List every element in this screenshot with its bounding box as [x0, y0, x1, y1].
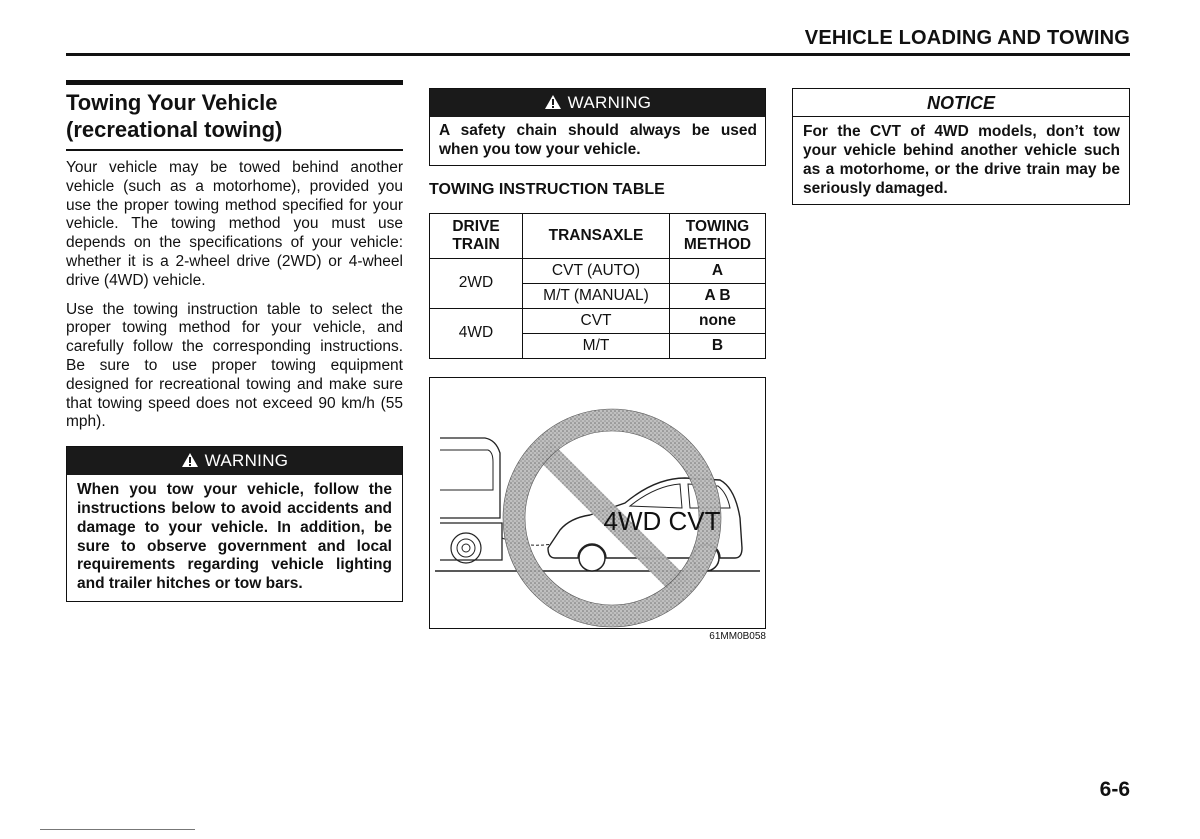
page-number: 6-6 [1099, 778, 1130, 801]
right-column [792, 88, 1130, 205]
towing-instruction-table [429, 213, 766, 359]
transaxle-cell: CVT [523, 308, 670, 333]
warning-header-middle [430, 89, 765, 117]
header-divider [66, 53, 1130, 56]
towing-illustration [429, 377, 766, 629]
bottom-rule [40, 829, 195, 830]
table-row [430, 258, 766, 283]
section-top-rule [66, 80, 403, 85]
drive-cell: 4WD [430, 308, 523, 358]
warning-title-middle: WARNING [567, 93, 652, 112]
method-cell: A [670, 258, 766, 283]
warning-header-left [67, 447, 402, 475]
warning-box-middle [429, 88, 766, 166]
table-title: TOWING INSTRUCTION TABLE [429, 180, 665, 198]
method-cell: A B [670, 283, 766, 308]
warning-triangle-icon [181, 449, 199, 477]
warning-title-left: WARNING [204, 451, 289, 471]
warning-text-middle: A safety chain should always be used when you tow your vehicle. [439, 122, 757, 158]
transaxle-cell: CVT (AUTO) [523, 258, 670, 283]
table-header-row [430, 213, 766, 258]
header-towing-method [670, 213, 766, 258]
section-heading-line2: (recreational towing) [66, 117, 283, 142]
method-cell: B [670, 333, 766, 358]
warning-box-left [66, 446, 403, 602]
header-drive-train [430, 213, 523, 258]
transaxle-cell: M/T [523, 333, 670, 358]
body-paragraph-2: Use the towing instruction table to select the proper towing method for your vehicle, and carefully follow the corresponding instructions. Be sure to use proper towing equipment designed for recreational towing and make sure that towing speed does not exceed 90 km/h (55 mph). [66, 300, 403, 431]
warning-triangle-icon [544, 91, 562, 119]
running-header: VEHICLE LOADING AND TOWING [804, 27, 1130, 49]
notice-text: For the CVT of 4WD models, don’t tow your vehicle behind another vehicle such as a motorhome, or the drive train may be seriously damaged. [803, 123, 1120, 197]
left-column [66, 80, 403, 602]
warning-text-left: When you tow your vehicle, follow the instructions below to avoid accidents and damage to your vehicle. In addition, be sure to observe government and local requirements regarding vehicle lighting and trailer hitches or tow bars. [77, 481, 392, 593]
figure-code: 61MM0B058 [709, 630, 766, 642]
section-heading-line1: Towing Your Vehicle [66, 90, 278, 115]
notice-box [792, 88, 1130, 205]
drive-cell: 2WD [430, 258, 523, 308]
no-towing-prohibition-icon [430, 378, 765, 628]
section-heading-rule [66, 149, 403, 151]
transaxle-cell: M/T (MANUAL) [523, 283, 670, 308]
notice-title: NOTICE [793, 89, 1129, 117]
body-paragraph-1: Your vehicle may be towed behind another vehicle (such as a motorhome), provided you use the proper towing method specified for your vehicle. The towing method you must use depends on the specifications of your vehicle: whether it is a 2-wheel drive (2WD) or 4-wheel drive (4WD) vehicle. [66, 159, 403, 289]
header-transaxle: TRANSAXLE [523, 213, 670, 258]
method-cell: none [670, 308, 766, 333]
table-row [430, 308, 766, 333]
figure-label: 4WD CVT [603, 505, 721, 536]
section-heading [66, 89, 403, 143]
header-towing-method-text: TOWING METHOD [683, 217, 752, 253]
header-drive-train-text: DRIVE TRAIN [452, 217, 500, 253]
middle-column [429, 88, 766, 642]
